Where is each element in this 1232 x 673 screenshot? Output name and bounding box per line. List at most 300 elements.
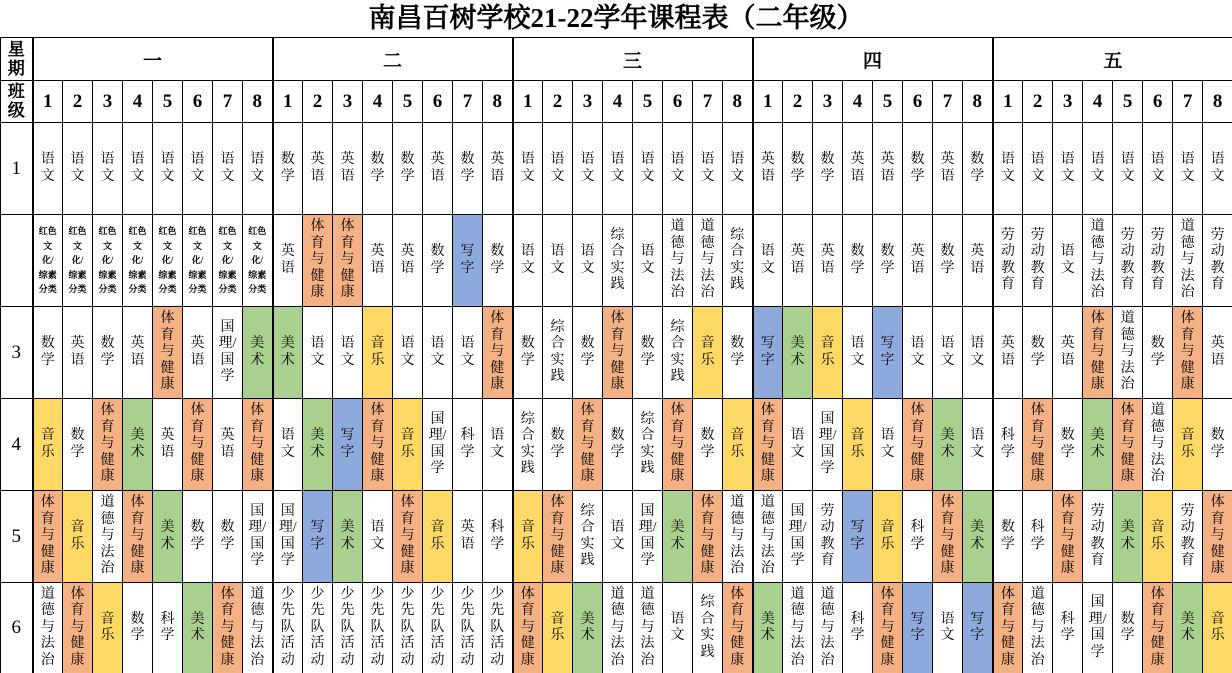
class-number: 4 [603, 81, 633, 123]
course-cell [183, 399, 213, 491]
course-name: 数学 [610, 428, 625, 460]
course-cell [1173, 583, 1203, 673]
course-name: 数学 [1210, 428, 1225, 460]
course-name: 国理/国学 [218, 319, 237, 384]
course-cell [1113, 583, 1143, 673]
course-name: 数学 [460, 152, 475, 184]
course-cell [603, 583, 633, 673]
course-cell [633, 491, 663, 583]
course-name: 美术 [1120, 520, 1135, 552]
course-name: 科学 [160, 611, 175, 643]
course-cell [603, 215, 633, 307]
course-name: 英语 [820, 244, 835, 276]
course-cell [843, 491, 873, 583]
course-name: 体育与健康 [1060, 495, 1075, 577]
course-cell [333, 123, 363, 215]
course-cell [363, 491, 393, 583]
course-name: 科学 [1030, 520, 1045, 552]
class-number: 7 [693, 81, 723, 123]
course-cell [543, 215, 573, 307]
course-name: 语文 [790, 428, 805, 460]
class-number: 5 [633, 81, 663, 123]
course-name: 道德与法治 [760, 495, 775, 577]
course-cell [153, 399, 183, 491]
course-name: 英语 [970, 244, 985, 276]
course-cell [723, 491, 753, 583]
course-name: 道德与法治 [610, 586, 625, 668]
course-name: 体育与健康 [550, 495, 565, 577]
course-name: 语文 [1210, 152, 1225, 184]
course-cell [1023, 123, 1053, 215]
course-name: 道德与法治 [250, 586, 265, 668]
course-name: 数学 [70, 428, 85, 460]
class-header-row [1, 81, 1232, 123]
course-name: 综合实践 [670, 319, 685, 384]
course-name: 音乐 [520, 520, 535, 552]
course-name: 音乐 [40, 428, 55, 460]
course-name: 劳动教育 [1030, 227, 1045, 292]
course-name: 语文 [700, 152, 715, 184]
course-cell [963, 399, 993, 491]
course-cell [753, 399, 783, 491]
course-cell [1143, 215, 1173, 307]
course-cell [993, 307, 1023, 399]
course-name: 语文 [910, 336, 925, 368]
course-cell [1023, 399, 1053, 491]
course-name: 国理/国学 [248, 503, 267, 568]
course-cell [423, 307, 453, 399]
course-name: 道德与法治 [1090, 219, 1105, 301]
course-cell [93, 583, 123, 673]
course-name: 数学 [1150, 336, 1165, 368]
course-cell [63, 307, 93, 399]
course-name: 体育与健康 [880, 586, 895, 668]
course-cell [543, 399, 573, 491]
course-cell [213, 491, 243, 583]
course-name: 红色文化/综素分类 [248, 226, 267, 295]
course-name: 美术 [1180, 611, 1195, 643]
course-cell [573, 583, 603, 673]
course-cell [363, 399, 393, 491]
course-name: 科学 [460, 428, 475, 460]
course-cell [1053, 491, 1083, 583]
course-name: 数学 [880, 244, 895, 276]
course-name: 数学 [820, 152, 835, 184]
course-cell [873, 215, 903, 307]
course-name: 少先队活动 [460, 586, 475, 668]
course-name: 数学 [520, 336, 535, 368]
course-cell [1023, 583, 1053, 673]
course-name: 语文 [640, 244, 655, 276]
period-row [1, 583, 1232, 673]
course-cell [933, 123, 963, 215]
course-name: 科学 [1060, 611, 1075, 643]
course-cell [213, 583, 243, 673]
weekday-header-row [1, 38, 1232, 81]
course-name: 英语 [460, 520, 475, 552]
course-name: 道德与法治 [100, 495, 115, 577]
course-name: 体育与健康 [910, 403, 925, 485]
course-name: 美术 [340, 520, 355, 552]
course-cell [633, 215, 663, 307]
class-number: 8 [243, 81, 273, 123]
course-cell [93, 215, 123, 307]
course-name: 语文 [580, 244, 595, 276]
course-cell [63, 123, 93, 215]
class-number: 6 [183, 81, 213, 123]
course-name: 红色文化/综素分类 [218, 226, 237, 295]
period-label: 6 [1, 583, 33, 673]
course-cell [483, 215, 513, 307]
course-cell [1083, 307, 1113, 399]
course-cell [363, 215, 393, 307]
course-name: 英语 [190, 336, 205, 368]
course-cell [1053, 307, 1083, 399]
course-cell [573, 491, 603, 583]
course-name: 道德与法治 [1150, 403, 1165, 485]
course-cell [753, 215, 783, 307]
course-cell [1203, 307, 1232, 399]
course-cell [663, 583, 693, 673]
course-cell [63, 491, 93, 583]
course-name: 语文 [520, 152, 535, 184]
course-cell [1023, 215, 1053, 307]
course-cell [243, 399, 273, 491]
course-cell [93, 491, 123, 583]
course-cell [513, 399, 543, 491]
course-name: 综合实践 [700, 595, 715, 660]
course-name: 语文 [760, 244, 775, 276]
course-name: 劳动教育 [1210, 227, 1225, 292]
course-cell [843, 123, 873, 215]
course-cell [903, 307, 933, 399]
course-name: 英语 [490, 152, 505, 184]
course-name: 写字 [340, 428, 355, 460]
course-cell [183, 307, 213, 399]
course-cell [243, 215, 273, 307]
course-cell [423, 123, 453, 215]
course-cell [1113, 491, 1143, 583]
course-cell [183, 583, 213, 673]
course-name: 数学 [40, 336, 55, 368]
course-cell [843, 399, 873, 491]
course-name: 写字 [460, 244, 475, 276]
class-number: 7 [933, 81, 963, 123]
course-cell [123, 583, 153, 673]
course-cell [483, 123, 513, 215]
course-name: 体育与健康 [760, 403, 775, 485]
course-cell [783, 399, 813, 491]
course-cell [903, 399, 933, 491]
course-cell [543, 307, 573, 399]
course-name: 英语 [280, 244, 295, 276]
course-cell [333, 215, 363, 307]
course-cell [303, 583, 333, 673]
course-cell [123, 123, 153, 215]
course-name: 英语 [220, 428, 235, 460]
course-cell [1143, 307, 1173, 399]
course-cell [1203, 583, 1232, 673]
course-cell [693, 491, 723, 583]
course-name: 科学 [490, 520, 505, 552]
course-cell [693, 583, 723, 673]
course-cell [513, 307, 543, 399]
course-cell [93, 399, 123, 491]
course-name: 体育与健康 [1090, 311, 1105, 393]
course-name: 国理/国学 [818, 411, 837, 476]
weekday-label: 星期 [7, 39, 25, 78]
course-cell [753, 123, 783, 215]
course-cell [213, 215, 243, 307]
course-cell [873, 491, 903, 583]
course-name: 道德与法治 [670, 219, 685, 301]
course-name: 体育与健康 [520, 586, 535, 668]
course-name: 数学 [640, 336, 655, 368]
class-number: 3 [813, 81, 843, 123]
course-name: 道德与法治 [40, 586, 55, 668]
course-name: 语文 [430, 336, 445, 368]
course-name: 音乐 [100, 611, 115, 643]
course-cell [663, 307, 693, 399]
course-cell [843, 215, 873, 307]
day-header-thu: 四 [753, 38, 993, 81]
course-name: 英语 [310, 152, 325, 184]
course-name: 美术 [670, 520, 685, 552]
course-name: 体育与健康 [610, 311, 625, 393]
course-cell [303, 491, 333, 583]
course-cell [333, 399, 363, 491]
class-number: 4 [843, 81, 873, 123]
course-name: 道德与法治 [1180, 219, 1195, 301]
course-cell [333, 583, 363, 673]
course-name: 体育与健康 [1210, 495, 1225, 577]
course-name: 国理/国学 [788, 503, 807, 568]
course-name: 语文 [640, 152, 655, 184]
course-name: 体育与健康 [70, 586, 85, 668]
course-cell [933, 215, 963, 307]
course-cell [63, 215, 93, 307]
course-name: 体育与健康 [1180, 311, 1195, 393]
course-cell [513, 215, 543, 307]
day-header-tue: 二 [273, 38, 513, 81]
course-name: 美术 [940, 428, 955, 460]
course-cell [1173, 491, 1203, 583]
course-name: 音乐 [820, 336, 835, 368]
class-number: 4 [123, 81, 153, 123]
day-header-fri: 五 [993, 38, 1232, 81]
course-name: 数学 [370, 152, 385, 184]
course-name: 体育与健康 [250, 403, 265, 485]
course-cell [243, 583, 273, 673]
class-number: 3 [1053, 81, 1083, 123]
course-name: 综合实践 [730, 227, 745, 292]
class-number: 8 [483, 81, 513, 123]
course-name: 音乐 [550, 611, 565, 643]
course-name: 英语 [1000, 336, 1015, 368]
course-cell [513, 583, 543, 673]
course-name: 音乐 [730, 428, 745, 460]
course-cell [783, 583, 813, 673]
course-name: 数学 [490, 244, 505, 276]
class-number: 7 [213, 81, 243, 123]
course-cell [813, 123, 843, 215]
course-name: 英语 [400, 244, 415, 276]
course-cell [963, 307, 993, 399]
course-name: 体育与健康 [580, 403, 595, 485]
course-name: 劳动教育 [1150, 227, 1165, 292]
course-cell [363, 123, 393, 215]
course-name: 语文 [550, 152, 565, 184]
course-cell [1173, 123, 1203, 215]
course-cell [33, 123, 63, 215]
course-name: 语文 [670, 152, 685, 184]
course-name: 道德与法治 [700, 219, 715, 301]
course-cell [273, 307, 303, 399]
course-name: 英语 [370, 244, 385, 276]
course-name: 红色文化/综素分类 [158, 226, 177, 295]
course-name: 体育与健康 [1150, 586, 1165, 668]
course-cell [663, 215, 693, 307]
course-cell [303, 399, 333, 491]
course-name: 英语 [130, 336, 145, 368]
course-name: 语文 [1030, 152, 1045, 184]
course-name: 音乐 [1150, 520, 1165, 552]
course-name: 体育与健康 [1000, 586, 1015, 668]
course-name: 体育与健康 [340, 219, 355, 301]
course-cell [783, 307, 813, 399]
course-cell [753, 583, 783, 673]
course-cell [723, 307, 753, 399]
course-name: 少先队活动 [340, 586, 355, 668]
course-name: 语文 [880, 428, 895, 460]
class-label: 班级 [7, 82, 25, 120]
course-name: 写字 [850, 520, 865, 552]
course-cell [573, 399, 603, 491]
period-label: 3 [1, 307, 33, 399]
course-name: 体育与健康 [670, 403, 685, 485]
course-cell [603, 399, 633, 491]
course-name: 少先队活动 [310, 586, 325, 668]
course-cell [813, 583, 843, 673]
course-name: 红色文化/综素分类 [128, 226, 147, 295]
course-cell [813, 215, 843, 307]
class-number: 4 [1083, 81, 1113, 123]
course-name: 国理/国学 [1088, 595, 1107, 660]
course-cell [993, 583, 1023, 673]
course-cell [1113, 123, 1143, 215]
course-cell [93, 123, 123, 215]
course-name: 体育与健康 [700, 495, 715, 577]
course-name: 道德与法治 [820, 586, 835, 668]
course-name: 语文 [1060, 152, 1075, 184]
course-cell [513, 123, 543, 215]
course-name: 音乐 [430, 520, 445, 552]
course-name: 音乐 [700, 336, 715, 368]
page-title: 南昌百树学校21-22学年课程表（二年级） [368, 3, 864, 33]
course-name: 美术 [160, 520, 175, 552]
class-number: 6 [903, 81, 933, 123]
course-name: 语文 [1120, 152, 1135, 184]
course-name: 体育与健康 [1120, 403, 1135, 485]
course-name: 数学 [970, 152, 985, 184]
course-name: 写字 [970, 611, 985, 643]
course-cell [123, 215, 153, 307]
course-name: 英语 [430, 152, 445, 184]
course-cell [1203, 399, 1232, 491]
course-name: 英语 [340, 152, 355, 184]
course-cell [123, 491, 153, 583]
course-cell [963, 491, 993, 583]
course-name: 体育与健康 [130, 495, 145, 577]
course-cell [993, 123, 1023, 215]
course-name: 美术 [250, 336, 265, 368]
course-name: 语文 [1000, 152, 1015, 184]
course-cell [843, 583, 873, 673]
course-name: 语文 [130, 152, 145, 184]
course-name: 英语 [70, 336, 85, 368]
course-name: 音乐 [400, 428, 415, 460]
course-cell [363, 307, 393, 399]
course-cell [213, 307, 243, 399]
course-cell [1203, 491, 1232, 583]
course-name: 语文 [1180, 152, 1195, 184]
course-cell [903, 491, 933, 583]
course-name: 体育与健康 [730, 586, 745, 668]
class-number: 1 [33, 81, 63, 123]
course-cell [1083, 399, 1113, 491]
course-cell [393, 583, 423, 673]
course-cell [1083, 123, 1113, 215]
class-number: 5 [393, 81, 423, 123]
course-name: 国理/国学 [638, 503, 657, 568]
course-name: 体育与健康 [220, 586, 235, 668]
course-name: 数学 [1030, 336, 1045, 368]
period-row [1, 399, 1232, 491]
class-number: 2 [1023, 81, 1053, 123]
course-name: 英语 [790, 244, 805, 276]
period-label: 1 [1, 123, 33, 215]
course-cell [423, 491, 453, 583]
course-name: 科学 [1000, 428, 1015, 460]
day-header-mon: 一 [33, 38, 273, 81]
course-cell [573, 123, 603, 215]
course-cell [1143, 491, 1173, 583]
course-cell [723, 123, 753, 215]
class-number: 6 [423, 81, 453, 123]
weekday-label-cell [1, 38, 33, 81]
course-cell [33, 399, 63, 491]
course-cell [1053, 215, 1083, 307]
course-cell [63, 399, 93, 491]
course-name: 英语 [940, 152, 955, 184]
course-cell [393, 215, 423, 307]
course-cell [213, 399, 243, 491]
course-cell [183, 491, 213, 583]
course-name: 语文 [970, 428, 985, 460]
course-cell [1083, 215, 1113, 307]
course-name: 数学 [100, 336, 115, 368]
course-cell [693, 215, 723, 307]
class-number: 5 [873, 81, 903, 123]
course-name: 语文 [610, 520, 625, 552]
course-name: 数学 [220, 520, 235, 552]
course-name: 数学 [910, 152, 925, 184]
course-cell [663, 491, 693, 583]
course-cell [1143, 399, 1173, 491]
course-name: 英语 [1210, 336, 1225, 368]
course-name: 英语 [760, 152, 775, 184]
course-cell [423, 399, 453, 491]
